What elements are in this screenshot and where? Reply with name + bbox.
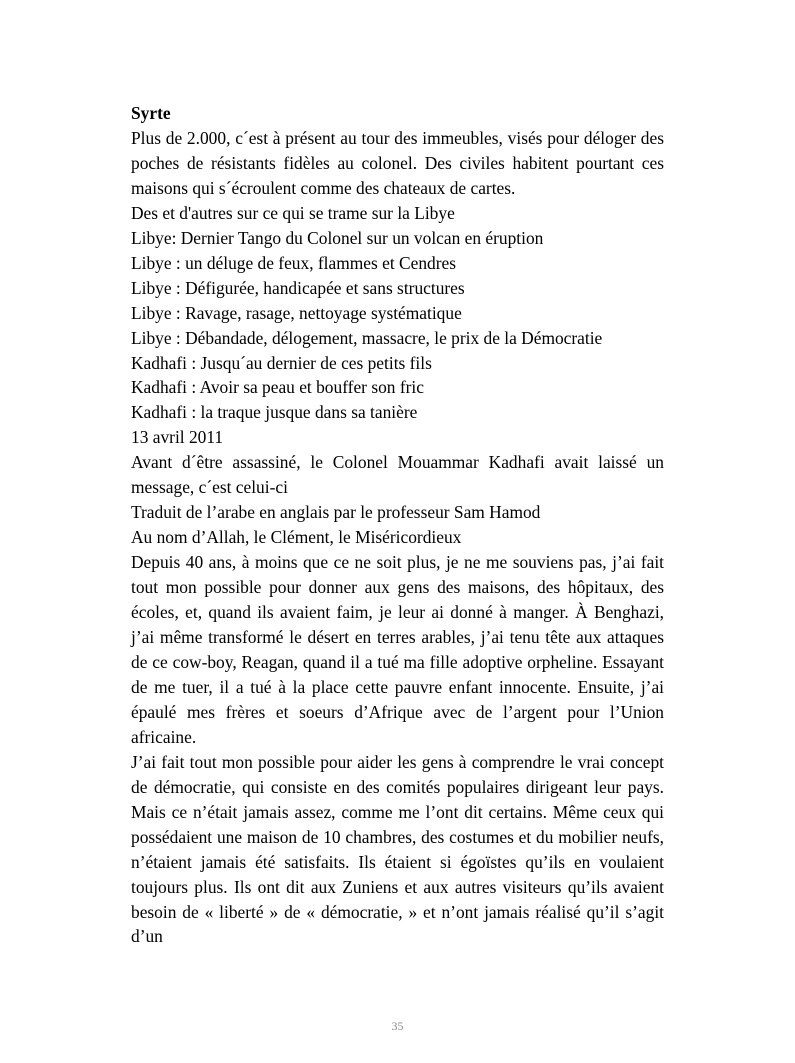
related-article-link[interactable]: Libye : Défigurée, handicapée et sans structures bbox=[131, 277, 465, 298]
related-article-link[interactable]: Kadhafi : Jusqu´au dernier de ces petits fils bbox=[131, 352, 432, 373]
translation-note: Traduit de l’arabe en anglais par le professeur Sam Hamod bbox=[131, 502, 541, 523]
page-number: 35 bbox=[391, 1019, 404, 1033]
related-article-link[interactable]: Libye : Ravage, rasage, nettoyage systématique bbox=[131, 302, 462, 323]
invocation: Au nom d’Allah, le Clément, le Miséricordieux bbox=[131, 527, 462, 548]
article-date: 13 avril 2011 bbox=[131, 427, 224, 448]
related-article-link[interactable]: Des et d'autres sur ce qui se trame sur la Libye bbox=[131, 202, 455, 223]
related-article-link[interactable]: Libye : Débandade, délogement, massacre, le prix de la Démocratie bbox=[131, 327, 603, 348]
body-paragraph-2: J’ai fait tout mon possible pour aider les gens à comprendre le vrai concept de démocratie, qui consiste en des comités populaires dirigeant leur pays. Mais ce n’était jamais assez, comme me l’ont dit certains. Même ceux qui possédaient une maison de 10 chambres, des costumes et du mobilier neufs, n’étaient jamais été satisfaits. Ils étaient si égoïstes qu’ils en voulaient toujours plus. Ils ont dit aux Zuniens et aux autres visiteurs qu’ils avaient besoin de « liberté » de « démocratie, » et n’ont jamais réalisé qu’il s’agit d’un bbox=[131, 751, 664, 947]
body-paragraph-1: Depuis 40 ans, à moins que ce ne soit plus, je ne me souviens pas, j’ai fait tout mon possible pour donner aux gens des maisons, des hôpitaux, des écoles, et, quand ils avaient faim, je leur ai donné à manger. À Benghazi, j’ai même transformé le désert en terres arables, j’ai tenu tête aux attaques de ce cow-boy, Reagan, quand il a tué ma fille adoptive orpheline. Essayant de me tuer, il a tué à la place cette pauvre enfant innocente. Ensuite, j’ai épaulé mes frères et soeurs d’Afrique avec de l’argent pour l’Union africaine. bbox=[131, 552, 664, 747]
related-articles-list bbox=[131, 201, 664, 426]
document-page bbox=[131, 101, 664, 949]
section-heading: Syrte bbox=[131, 103, 171, 123]
intro-paragraph: Plus de 2.000, c´est à présent au tour des immeubles, visés pour déloger des poches de résistants fidèles au colonel. Des civiles habitent pourtant ces maisons qui s´écroulent comme des chateaux de cartes. bbox=[131, 127, 664, 198]
related-article-link[interactable]: Libye : un déluge de feux, flammes et Cendres bbox=[131, 252, 457, 273]
message-intro: Avant d´être assassiné, le Colonel Mouammar Kadhafi avait laissé un message, c´est celui-ci bbox=[131, 452, 664, 498]
related-article-link[interactable]: Kadhafi : la traque jusque dans sa tanière bbox=[131, 402, 418, 423]
related-article-link[interactable]: Libye: Dernier Tango du Colonel sur un volcan en éruption bbox=[131, 227, 544, 248]
related-article-link[interactable]: Kadhafi : Avoir sa peau et bouffer son fric bbox=[131, 377, 424, 398]
